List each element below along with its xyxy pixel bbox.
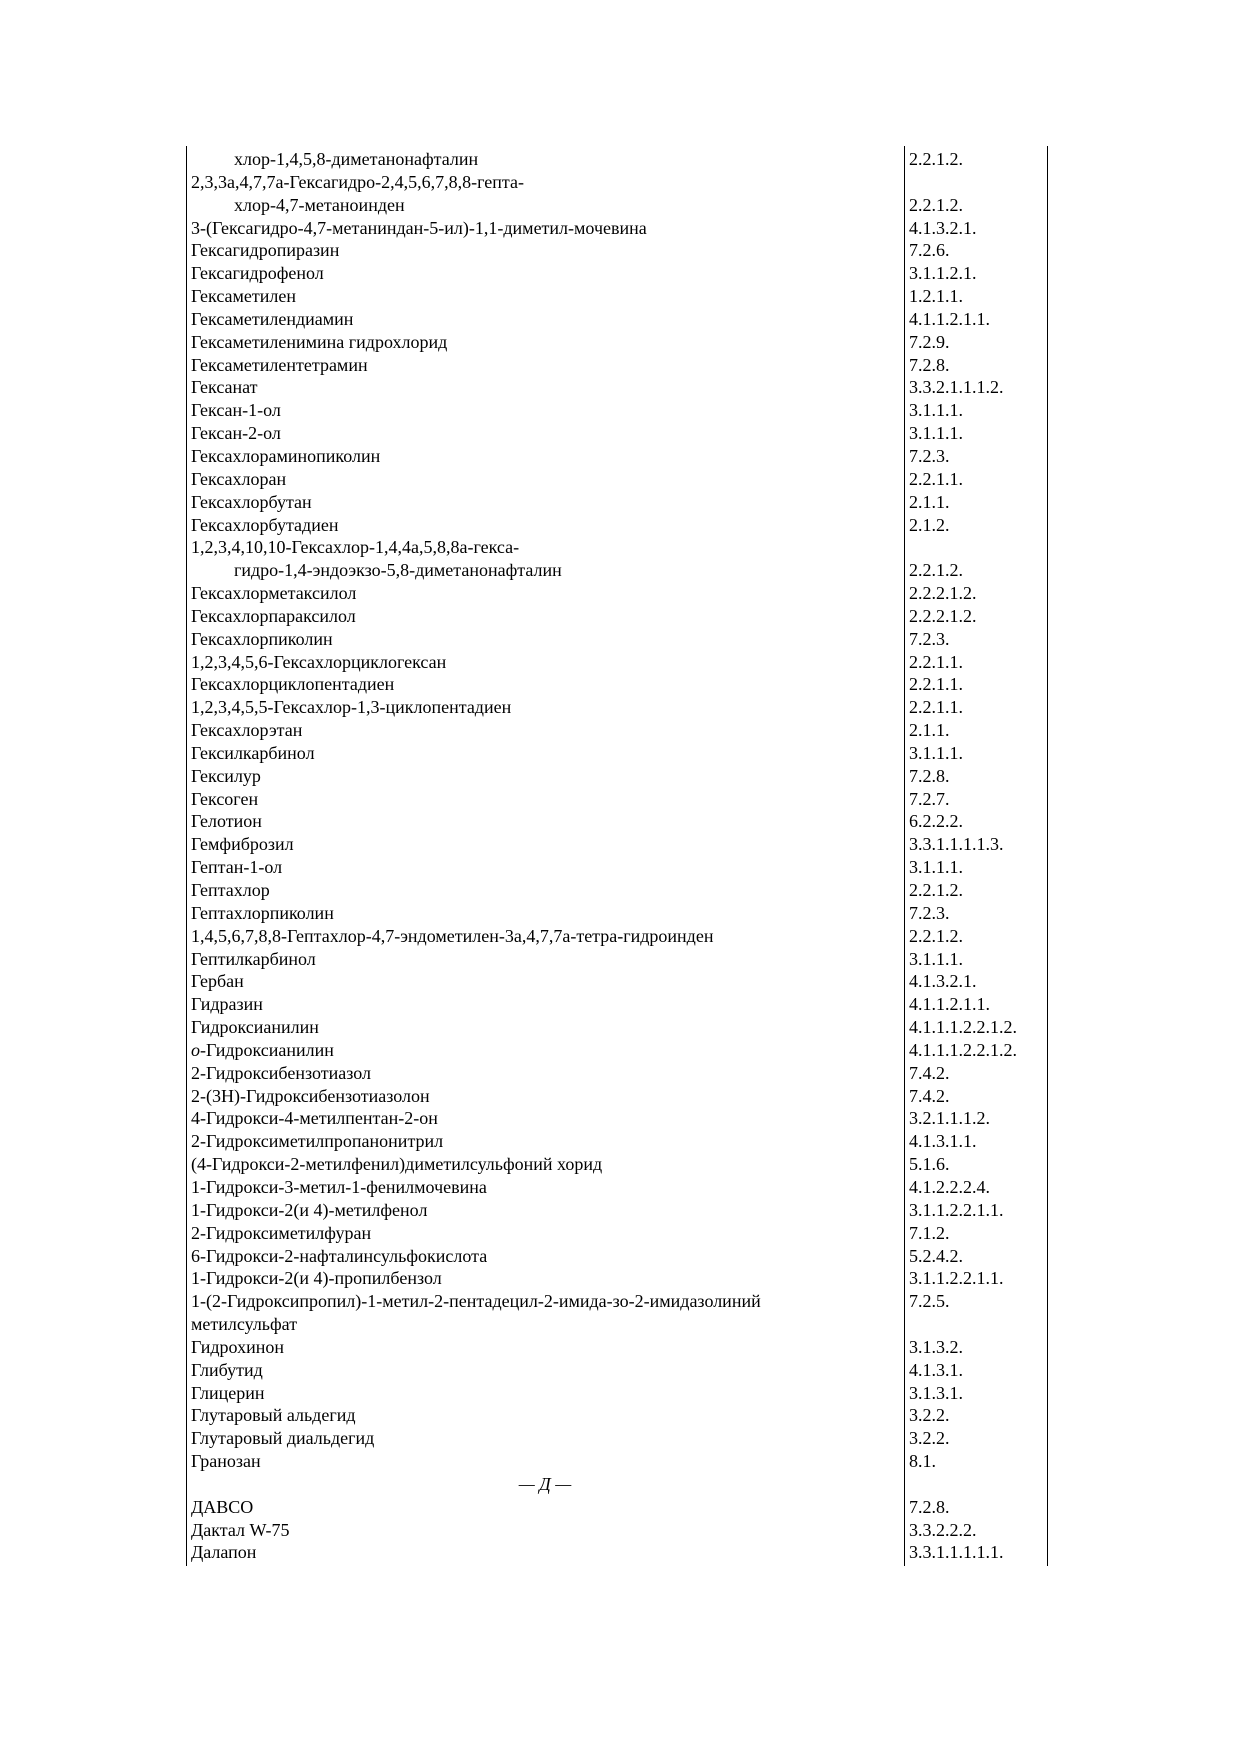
substance-name: [186, 514, 904, 537]
substance-name-line: Гексан-2-ол: [191, 423, 281, 444]
substance-name-line: 1-Гидрокси-2(и 4)-пропилбензол: [191, 1268, 442, 1289]
substance-name-line: хлор-1,4,5,8-диметанонафталин: [234, 149, 479, 169]
section-code-text: 4.1.1.2.1.1.: [909, 994, 990, 1015]
substance-name-line: 1,2,3,4,5,5-Гексахлор-1,3-циклопентадиен: [191, 697, 512, 718]
section-code: [904, 1359, 1047, 1382]
section-code-text: 7.2.5.: [909, 1291, 950, 1312]
substance-name: [186, 1176, 904, 1199]
table-row: [186, 1496, 1047, 1519]
section-code: [904, 1062, 1047, 1085]
substance-name: [186, 445, 904, 468]
section-code: [904, 1176, 1047, 1199]
section-code: [904, 925, 1047, 948]
section-code: [904, 445, 1047, 468]
section-code-text: 3.2.1.1.1.2.: [909, 1108, 990, 1129]
section-code-text: 4.1.1.1.2.2.1.2.: [909, 1039, 1017, 1060]
table-row: [186, 696, 1047, 719]
substance-name-line: Гексахлорбутадиен: [191, 514, 339, 535]
section-code-text: 2.2.1.1.: [909, 697, 963, 718]
table-row: [186, 628, 1047, 651]
substance-name-line: 2,3,3а,4,7,7а-Гексагидро-2,4,5,6,7,8,8-гепта-: [191, 171, 524, 192]
table-row: [186, 1290, 1047, 1336]
substance-name: [186, 354, 904, 377]
substance-name-line: 1-Гидрокси-2(и 4)-метилфенол: [191, 1199, 428, 1220]
section-code: [904, 1199, 1047, 1222]
substance-name-line: 2-Гидроксиметилпропанонитрил: [191, 1131, 444, 1152]
section-code: [904, 1382, 1047, 1405]
section-code: [904, 1222, 1047, 1245]
section-code: [904, 354, 1047, 377]
section-code: [904, 651, 1047, 674]
section-code-text: 2.2.2.1.2.: [909, 605, 977, 626]
substance-name-line: 2-Гидроксибензотиазол: [191, 1062, 371, 1083]
substance-name-line: Гексаметилентетрамин: [191, 354, 368, 375]
substance-name-line: Гексахлораминопиколин: [191, 445, 381, 466]
substance-name: [186, 1541, 904, 1564]
substance-name: [186, 651, 904, 674]
substance-name: [186, 902, 904, 925]
section-code: [904, 1404, 1047, 1427]
table-row: [186, 1130, 1047, 1153]
table-row: [186, 239, 1047, 262]
table-row: [186, 1016, 1047, 1039]
substance-name: [186, 1404, 904, 1427]
table-row: [186, 1153, 1047, 1176]
substance-name: [186, 308, 904, 331]
substance-name: [186, 491, 904, 514]
table-row: [186, 171, 1047, 217]
section-code-text: 7.4.2.: [909, 1085, 950, 1106]
section-code: [904, 217, 1047, 240]
section-code-text: 3.1.1.2.1.: [909, 263, 977, 284]
table-row: [186, 262, 1047, 285]
section-code-text: 2.1.2.: [909, 514, 950, 535]
substance-name: [186, 239, 904, 262]
substance-name-line: Гексаметилендиамин: [191, 308, 354, 329]
substance-name-line: ДАВСО: [191, 1496, 254, 1517]
substance-name-line: Гексилур: [191, 765, 261, 786]
substance-name: [186, 1153, 904, 1176]
section-code: [904, 1336, 1047, 1359]
substance-name-line: Гептахлорпиколин: [191, 902, 334, 923]
substance-name-line: Гелотион: [191, 811, 262, 832]
table-row: [186, 1404, 1047, 1427]
substance-name: [186, 742, 904, 765]
section-code: [904, 1290, 1047, 1336]
substance-name: [186, 1382, 904, 1405]
section-code-text: 2.1.1.: [909, 720, 950, 741]
section-code: [904, 376, 1047, 399]
section-code-text: 3.3.1.1.1.1.1.: [909, 1542, 1004, 1563]
section-code-text: 2.2.2.1.2.: [909, 583, 977, 604]
section-code: [904, 308, 1047, 331]
section-code: [904, 673, 1047, 696]
substance-name: [186, 765, 904, 788]
substance-name-line: Гексахлоран: [191, 468, 287, 489]
substance-name: [186, 1519, 904, 1542]
substance-name-line: Гептахлор: [191, 880, 270, 900]
section-code: [904, 948, 1047, 971]
table-right-border: [1047, 146, 1048, 1566]
substance-name-line: Дактал W-75: [191, 1519, 290, 1540]
section-code: [904, 331, 1047, 354]
section-code: [904, 788, 1047, 811]
table-row: [186, 810, 1047, 833]
substance-name: [186, 582, 904, 605]
substance-name: [186, 719, 904, 742]
section-code-text: 7.2.6.: [909, 240, 950, 261]
substance-name-line: Гептилкарбинол: [191, 948, 316, 969]
substance-name-line: Гидрохинон: [191, 1336, 284, 1357]
section-code: [904, 993, 1047, 1016]
table-row: [186, 833, 1047, 856]
section-code: [904, 742, 1047, 765]
substance-name: [186, 1290, 904, 1336]
substance-name: [186, 810, 904, 833]
section-code: [904, 879, 1047, 902]
section-code: [904, 148, 1047, 171]
substance-name: [186, 833, 904, 856]
table-row: [186, 651, 1047, 674]
substance-name-line: Гексахлорэтан: [191, 720, 303, 741]
section-code-text: 3.2.2.: [909, 1405, 950, 1426]
section-code: [904, 1130, 1047, 1153]
table-row: [186, 1427, 1047, 1450]
table-row: [186, 925, 1047, 948]
section-code: [904, 399, 1047, 422]
section-code-text: 3.2.2.: [909, 1428, 950, 1449]
section-code-text: 3.1.1.1.: [909, 400, 963, 421]
section-code: [904, 239, 1047, 262]
substance-name-line: гидро-1,4-эндоэкзо-5,8-диметанонафталин: [234, 560, 562, 581]
section-code-text: 2.2.1.1.: [909, 651, 963, 672]
section-code: [904, 1427, 1047, 1450]
section-code-text: 7.2.8.: [909, 1496, 950, 1517]
substance-name: [186, 262, 904, 285]
substance-name: [186, 285, 904, 308]
table-row: [186, 719, 1047, 742]
section-code: [904, 1541, 1047, 1564]
substance-name-line: (4-Гидрокси-2-метилфенил)диметилсульфоний хорид: [191, 1154, 603, 1175]
substance-name: [186, 856, 904, 879]
substance-name: [186, 1016, 904, 1039]
section-code-text: 7.2.3.: [909, 902, 950, 923]
substance-name-line: Гексоген: [191, 788, 259, 809]
section-code-text: 3.1.1.2.2.1.1.: [909, 1268, 1004, 1289]
section-code-text: 2.2.1.2.: [909, 880, 963, 900]
table-row: [186, 1222, 1047, 1245]
section-code-text: 4.1.3.1.1.: [909, 1131, 977, 1152]
substance-name: [186, 628, 904, 651]
section-code: [904, 628, 1047, 651]
substance-name: [186, 376, 904, 399]
section-code: [904, 765, 1047, 788]
section-code: [904, 1153, 1047, 1176]
substance-name-line: Гексахлорциклопентадиен: [191, 674, 395, 695]
section-code: [904, 536, 1047, 582]
section-code-text: 3.3.2.2.2.: [909, 1519, 977, 1540]
section-code: [904, 1267, 1047, 1290]
section-code: [904, 468, 1047, 491]
table-row: [186, 1519, 1047, 1542]
section-code-text: 2.2.1.1.: [909, 468, 963, 489]
table-row: [186, 1176, 1047, 1199]
table-row: [186, 514, 1047, 537]
table-row: [186, 445, 1047, 468]
table-row: [186, 354, 1047, 377]
table-row: [186, 856, 1047, 879]
section-code-text: 7.4.2.: [909, 1062, 950, 1083]
table-row: [186, 422, 1047, 445]
table-row: [186, 331, 1047, 354]
substance-name-line: 1-(2-Гидроксипропил)-1-метил-2-пентадецил-2-имида-зо-2-имидазолиний: [191, 1291, 761, 1312]
substance-name: [186, 536, 904, 582]
section-code: [904, 1450, 1047, 1473]
section-code-text: 7.2.8.: [909, 765, 950, 786]
table-row: [186, 285, 1047, 308]
substance-name-line: Гидразин: [191, 994, 263, 1015]
substance-name: [186, 1496, 904, 1519]
section-code: [904, 491, 1047, 514]
table-row: [186, 1541, 1047, 1564]
table-row: [186, 148, 1047, 171]
section-code-text: 3.1.1.1.: [909, 857, 963, 878]
table-row: [186, 1359, 1047, 1382]
substance-name-line: Гексагидрофенол: [191, 263, 324, 284]
section-code: [904, 1245, 1047, 1268]
section-code-text: 4.1.3.1.: [909, 1359, 963, 1380]
substance-name-line: Гексаметиленимина гидрохлорид: [191, 331, 448, 352]
substance-name-line: хлор-4,7-метаноинден: [234, 194, 405, 215]
section-code: [904, 285, 1047, 308]
substance-name: [186, 948, 904, 971]
substance-name: [186, 399, 904, 422]
substance-name: [186, 673, 904, 696]
substance-name: [186, 1107, 904, 1130]
table-row: [186, 1267, 1047, 1290]
table-row: [186, 765, 1047, 788]
substance-name: [186, 422, 904, 445]
table-row: [186, 673, 1047, 696]
substance-name-line: 1,4,5,6,7,8,8-Гептахлор-4,7-эндометилен-3а,4,7,7а-тетра-гидроинден: [191, 925, 714, 946]
section-code-text: 3.3.2.1.1.1.2.: [909, 377, 1004, 398]
substance-name: [186, 1450, 904, 1473]
table-row: [186, 491, 1047, 514]
section-code: [904, 1107, 1047, 1130]
substance-name-line: 1,2,3,4,10,10-Гексахлор-1,4,4а,5,8,8а-гекса-: [191, 537, 520, 558]
section-code: [904, 719, 1047, 742]
substance-name-line: Гемфиброзил: [191, 834, 294, 855]
section-code-text: 3.1.1.2.2.1.1.: [909, 1199, 1004, 1220]
table-row: [186, 1085, 1047, 1108]
substance-name-line: Глутаровый альдегид: [191, 1405, 356, 1426]
section-code-text: 7.2.3.: [909, 445, 950, 466]
substance-name-line: Гексахлорпараксилол: [191, 605, 356, 626]
table-row: [186, 1062, 1047, 1085]
section-code-text: 3.3.1.1.1.1.3.: [909, 834, 1004, 855]
section-code-text: 4.1.2.2.2.4.: [909, 1176, 990, 1197]
substance-name-line: Гексахлорметаксилол: [191, 583, 357, 604]
section-code: [904, 582, 1047, 605]
substance-name-line: 2-(3Н)-Гидроксибензотиазолон: [191, 1085, 430, 1106]
index-table: [186, 148, 1047, 1564]
substance-name-line: 2-Гидроксиметилфуран: [191, 1222, 372, 1243]
table-row: [186, 1382, 1047, 1405]
section-code-text: 8.1.: [909, 1451, 936, 1472]
section-code: [904, 605, 1047, 628]
substance-name-line: о-Гидроксианилин: [191, 1039, 334, 1060]
section-code: [904, 1016, 1047, 1039]
section-code: [904, 810, 1047, 833]
substance-name: [186, 1130, 904, 1153]
section-code-text: 6.2.2.2.: [909, 811, 963, 832]
section-code: [904, 1085, 1047, 1108]
substance-name: [186, 171, 904, 217]
table-row: [186, 879, 1047, 902]
substance-name-line: 1,2,3,4,5,6-Гексахлорциклогексан: [191, 651, 447, 672]
substance-name: [186, 1222, 904, 1245]
substance-name-line: метилсульфат: [191, 1314, 298, 1335]
substance-name: [186, 1085, 904, 1108]
table-row: [186, 742, 1047, 765]
table-row: [186, 1336, 1047, 1359]
substance-name-line: Глутаровый диальдегид: [191, 1428, 375, 1449]
table-row: [186, 217, 1047, 240]
table-row: [186, 1245, 1047, 1268]
table-row: [186, 536, 1047, 582]
substance-name: [186, 468, 904, 491]
table-row: [186, 308, 1047, 331]
substance-name-line: Гербан: [191, 971, 244, 992]
section-code: [904, 902, 1047, 925]
substance-name: [186, 1427, 904, 1450]
section-code-text: 2.2.1.2.: [909, 560, 963, 581]
section-code-text: 2.1.1.: [909, 491, 950, 512]
section-code-text: 7.2.3.: [909, 628, 950, 649]
section-code: [904, 1039, 1047, 1062]
substance-name: [186, 1039, 904, 1062]
substance-name-line: Далапон: [191, 1542, 257, 1563]
substance-name-line: 1-Гидрокси-3-метил-1-фенилмочевина: [191, 1176, 487, 1197]
substance-name-line: Гексаметилен: [191, 286, 297, 307]
substance-name-line: Гексилкарбинол: [191, 742, 315, 763]
section-code-text: 2.2.1.1.: [909, 674, 963, 695]
substance-name: [186, 605, 904, 628]
substance-name-line: Гранозан: [191, 1451, 261, 1472]
table-row: [186, 948, 1047, 971]
substance-name-line: Гексанат: [191, 377, 258, 398]
substance-name-line: Гексахлорбутан: [191, 491, 312, 512]
substance-name: [186, 925, 904, 948]
section-code-text: 4.1.1.2.1.1.: [909, 308, 990, 329]
section-code: [904, 514, 1047, 537]
section-code: [904, 970, 1047, 993]
substance-name: [186, 331, 904, 354]
section-code: [904, 171, 1047, 217]
section-code-text: 4.1.1.1.2.2.1.2.: [909, 1017, 1017, 1038]
section-code-text: 7.1.2.: [909, 1222, 950, 1243]
table-row: [186, 1199, 1047, 1222]
table-row: [186, 970, 1047, 993]
substance-name-line: Гексагидропиразин: [191, 240, 340, 261]
section-code-text: 3.1.1.1.: [909, 948, 963, 969]
substance-name: [186, 696, 904, 719]
substance-name-line: Гептан-1-ол: [191, 857, 283, 878]
section-code-text: 3.1.3.1.: [909, 1382, 963, 1403]
substance-name-line: Гидроксианилин: [191, 1017, 319, 1038]
substance-name: [186, 1245, 904, 1268]
substance-name-line: Глибутид: [191, 1359, 263, 1380]
substance-name-line: 6-Гидрокси-2-нафталинсульфокислота: [191, 1245, 488, 1266]
section-code: [904, 833, 1047, 856]
substance-name: [186, 993, 904, 1016]
section-code-text: 4.1.3.2.1.: [909, 217, 977, 238]
table-row: [186, 605, 1047, 628]
substance-name: [186, 1267, 904, 1290]
section-code-text: 2.2.1.2.: [909, 149, 963, 169]
section-code-text: 7.2.8.: [909, 354, 950, 375]
section-code: [904, 1496, 1047, 1519]
substance-name: [186, 148, 904, 171]
substance-name: [186, 1062, 904, 1085]
section-code-text: 3.1.1.1.: [909, 742, 963, 763]
table-row: [186, 1039, 1047, 1062]
section-code-text: 5.2.4.2.: [909, 1245, 963, 1266]
substance-name-line: 3-(Гексагидро-4,7-метаниндан-5-ил)-1,1-диметил-мочевина: [191, 217, 647, 238]
section-code: [904, 262, 1047, 285]
substance-name-line: Глицерин: [191, 1382, 265, 1403]
table-row: [186, 582, 1047, 605]
section-code-text: 3.1.3.2.: [909, 1336, 963, 1357]
table-row: [186, 399, 1047, 422]
section-heading: — Д —: [518, 1473, 572, 1494]
table-row: [186, 1107, 1047, 1130]
section-code-text: 5.1.6.: [909, 1154, 950, 1175]
table-row: [186, 376, 1047, 399]
section-code: [904, 696, 1047, 719]
table-row: [186, 788, 1047, 811]
table-row: [186, 1450, 1047, 1473]
section-code: [904, 1519, 1047, 1542]
section-code-text: 2.2.1.2.: [909, 194, 963, 215]
substance-name-line: 4-Гидрокси-4-метилпентан-2-он: [191, 1108, 438, 1129]
substance-name: [186, 879, 904, 902]
section-code-text: 4.1.3.2.1.: [909, 971, 977, 992]
section-code-text: 2.2.1.2.: [909, 925, 963, 946]
section-code: [904, 856, 1047, 879]
substance-name: [186, 970, 904, 993]
section-code-text: 3.1.1.1.: [909, 423, 963, 444]
substance-name: [186, 1199, 904, 1222]
section-code: [904, 422, 1047, 445]
substance-name: [186, 217, 904, 240]
table-row: [186, 468, 1047, 491]
section-code-text: 1.2.1.1.: [909, 286, 963, 307]
section-code-text: 7.2.7.: [909, 788, 950, 809]
substance-name-line: Гексахлорпиколин: [191, 628, 333, 649]
substance-name: [186, 788, 904, 811]
substance-name: [186, 1336, 904, 1359]
substance-name-line: Гексан-1-ол: [191, 400, 281, 421]
table-row: [186, 902, 1047, 925]
substance-name: [186, 1359, 904, 1382]
section-code-text: 7.2.9.: [909, 331, 950, 352]
table-row: [186, 993, 1047, 1016]
